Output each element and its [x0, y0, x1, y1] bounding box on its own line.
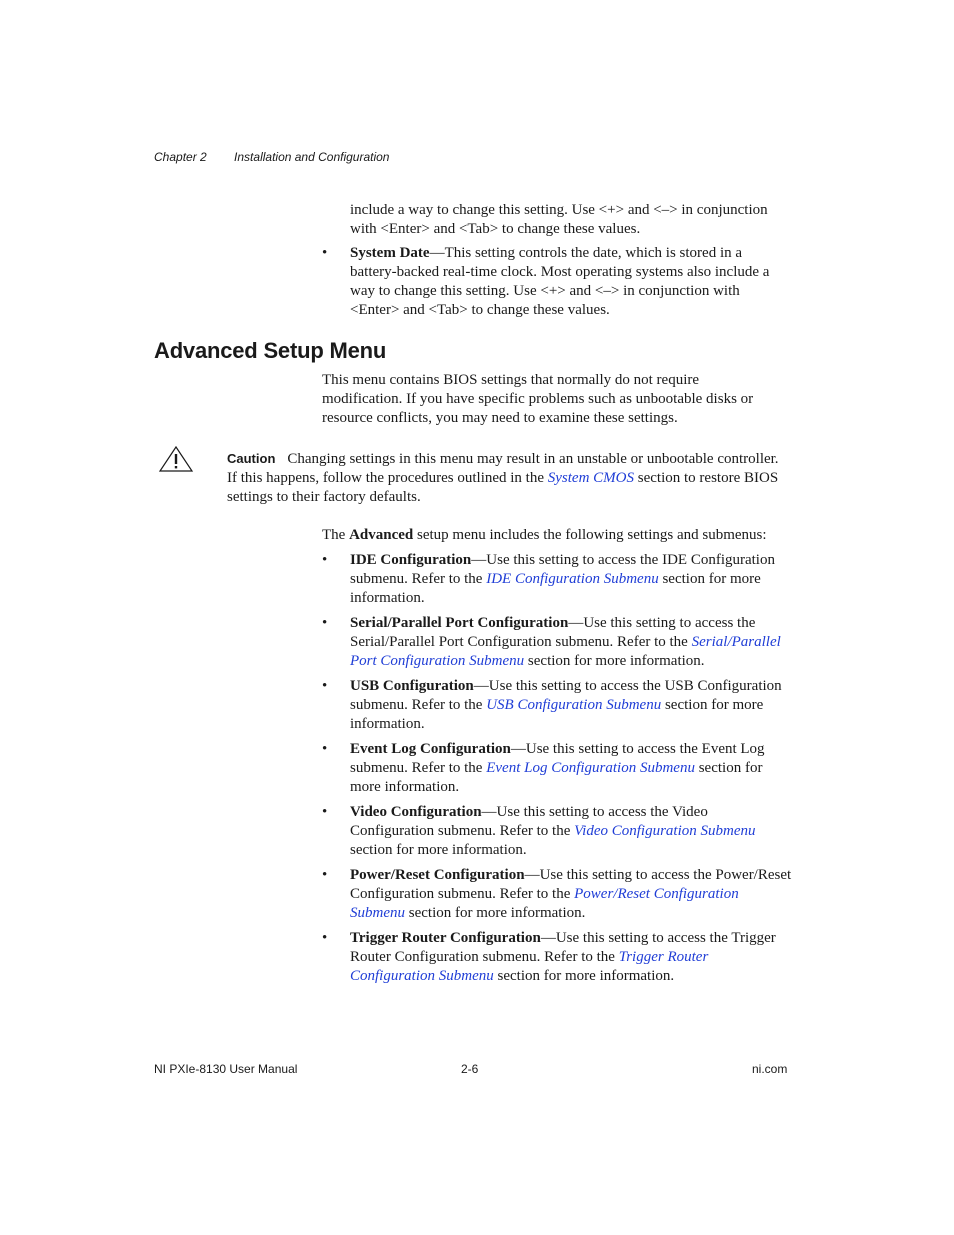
lead-after: setup menu includes the following settings and submenus: [413, 527, 767, 543]
bullet-glyph: • [322, 930, 328, 946]
item-text: section for more information. [350, 697, 764, 732]
item-term: Power/Reset Configuration [350, 867, 525, 883]
caution-note [227, 449, 792, 507]
system-cmos-link[interactable]: System CMOS [547, 470, 635, 486]
item-text: —Use this setting to access the Serial/Parallel Port Configuration submenu. Refer to the [350, 615, 756, 650]
list-item [322, 551, 792, 608]
item-term: Event Log Configuration [350, 741, 511, 757]
list-item [322, 614, 792, 671]
list-item [322, 740, 792, 797]
caution-label: Caution [227, 451, 276, 466]
lead-before: The [322, 527, 350, 543]
caution-icon [158, 445, 194, 473]
item-text: —Use this setting to access the Trigger Router Configuration submenu. Refer to the [350, 930, 776, 965]
item-text: section for more information. [350, 842, 527, 858]
lead-bold: Advanced [349, 527, 414, 543]
header-chapter: Chapter 2 [154, 150, 207, 164]
top-bullet-list [322, 244, 792, 320]
intro-paragraph: This menu contains BIOS settings that normally do not require modification. If you have specific problems such as unbootable disks or resource conflicts, you may need to examine these settings. [322, 372, 754, 426]
footer-page-number: 2-6 [461, 1062, 479, 1076]
footer-manual-title: NI PXIe-8130 User Manual [154, 1062, 298, 1076]
usb-configuration-link[interactable]: USB Configuration Submenu [486, 697, 662, 713]
list-item [322, 677, 792, 734]
section-heading: Advanced Setup Menu [154, 338, 387, 363]
bullet-glyph: • [322, 552, 328, 568]
ide-configuration-link[interactable]: IDE Configuration Submenu [486, 571, 659, 587]
item-text: —Use this setting to access the USB Configuration submenu. Refer to the [350, 678, 782, 713]
bullet-glyph: • [322, 245, 328, 261]
item-term: USB Configuration [350, 678, 474, 694]
list-item [322, 244, 792, 320]
item-text: —Use this setting to access the Event Log submenu. Refer to the [350, 741, 765, 776]
list-item [322, 866, 792, 923]
item-term: System Date [350, 245, 430, 261]
video-configuration-link[interactable]: Video Configuration Submenu [574, 823, 756, 839]
power-reset-configuration-link[interactable]: Power/Reset Configuration Submenu [350, 886, 739, 921]
caution-text-after: section to restore BIOS settings to their factory defaults. [227, 470, 779, 505]
item-text: section for more information. [405, 905, 586, 921]
bullet-glyph: • [322, 741, 328, 757]
bullet-glyph: • [322, 867, 328, 883]
header-section: Installation and Configuration [234, 150, 390, 164]
item-term: IDE Configuration [350, 552, 472, 568]
item-text: —This setting controls the date, which is stored in a battery-backed real-time clock. Most operating systems also include a way to change this setting. Use <+> and <–> in conjunction with <Enter> and <Tab> to change these values. [350, 245, 770, 318]
caution-text-before: Changing settings in this menu may result in an unstable or unbootable controller. If this happens, follow the procedures outlined in the [227, 451, 779, 486]
item-text: —Use this setting to access the Power/Reset Configuration submenu. Refer to the [350, 867, 792, 902]
item-text: section for more information. [350, 571, 761, 606]
item-text: section for more information. [524, 653, 705, 669]
item-text: section for more information. [493, 968, 675, 984]
footer-site-link[interactable]: ni.com [752, 1062, 788, 1076]
bullet-glyph: • [322, 615, 328, 631]
trigger-router-configuration-link[interactable]: Trigger Router Configuration Submenu [350, 949, 709, 984]
bullet-glyph: • [322, 678, 328, 694]
item-term: Trigger Router Configuration [350, 930, 541, 946]
page-header [154, 150, 389, 164]
item-term: Serial/Parallel Port Configuration [350, 615, 569, 631]
continuation-text: include a way to change this setting. Use <+> and <–> in conjunction with <Enter> and <Tab> to change these values. [350, 202, 768, 237]
item-text: —Use this setting to access the Video Configuration submenu. Refer to the [350, 804, 708, 839]
settings-list [322, 551, 792, 992]
item-text: section for more information. [350, 760, 763, 795]
bullet-glyph: • [322, 804, 328, 820]
lead-paragraph [322, 526, 792, 545]
event-log-configuration-link[interactable]: Event Log Configuration Submenu [486, 760, 695, 776]
item-text: —Use this setting to access the IDE Configuration submenu. Refer to the [350, 552, 775, 587]
list-item [322, 803, 792, 860]
item-term: Video Configuration [350, 804, 482, 820]
list-item [322, 929, 792, 986]
serial-parallel-configuration-link[interactable]: Serial/Parallel Port Configuration Submenu [350, 634, 781, 669]
